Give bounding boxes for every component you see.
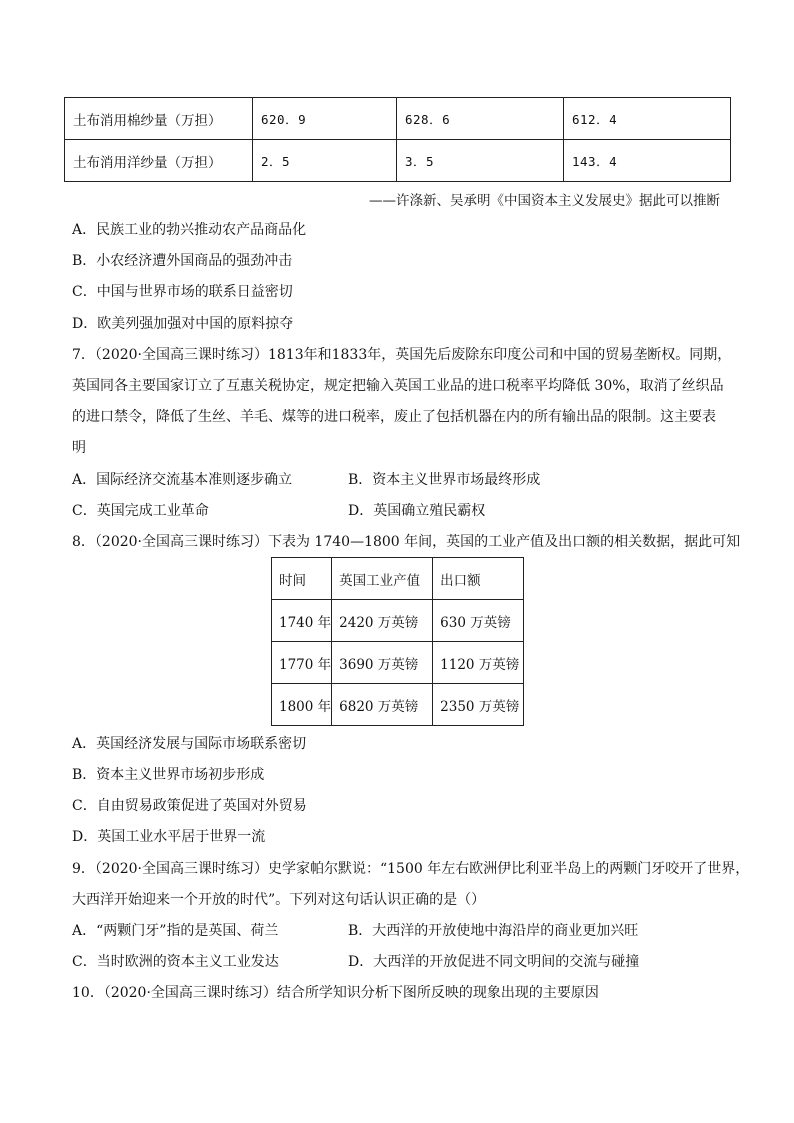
table-row bbox=[272, 684, 524, 726]
table-cell: 土布消用棉纱量（万担） bbox=[65, 98, 253, 140]
q7-stem-line-2: 英国同各主要国家订立了互惠关税协定，规定把输入英国工业品的进口税率平均降低 30%，取消了丝织品 bbox=[72, 378, 724, 394]
table-row bbox=[65, 98, 731, 140]
table-cell: 630 万英镑 bbox=[433, 600, 524, 642]
table-header-row bbox=[272, 558, 524, 600]
table-cell: 2420 万英镑 bbox=[332, 600, 433, 642]
source-citation: ——许涤新、吴承明《中国资本主义发展史》据此可以推断 bbox=[369, 193, 720, 209]
q7-stem-line-1: 7．（2020·全国高三课时练习）1813年和1833年，英国先后废除东印度公司和中国的贸易垄断权。同期， bbox=[72, 347, 732, 363]
yarn-consumption-table bbox=[64, 97, 731, 182]
q9-option-b: B．大西洋的开放使地中海沿岸的商业更加兴旺 bbox=[348, 923, 639, 939]
q9-options-row-1 bbox=[72, 920, 722, 940]
table-cell: 620．9 bbox=[253, 98, 397, 140]
table-row bbox=[272, 642, 524, 684]
table-cell: 143．4 bbox=[564, 140, 731, 182]
q8-stem: 8．（2020·全国高三课时练习）下表为 1740—1800 年间，英国的工业产值及出口额的相关数据，据此可知 bbox=[72, 534, 741, 550]
britain-output-export-table bbox=[271, 557, 524, 726]
table-cell: 1120 万英镑 bbox=[433, 642, 524, 684]
table-cell: 2350 万英镑 bbox=[433, 684, 524, 726]
q6-option-b: B．小农经济遭外国商品的强劲冲击 bbox=[72, 253, 293, 269]
q9-option-d: D．大西洋的开放促进不同文明间的交流与碰撞 bbox=[348, 954, 640, 970]
q9-stem-line-2: 大西洋开始迎来一个开放的时代”。下列对这句话认识正确的是（） bbox=[72, 892, 486, 908]
q10-stem: 10．（2020·全国高三课时练习）结合所学知识分析下图所反映的现象出现的主要原因 bbox=[72, 985, 599, 1001]
column-header: 英国工业产值 bbox=[332, 558, 433, 600]
q9-option-c: C．当时欧洲的资本主义工业发达 bbox=[72, 954, 279, 970]
table-cell: 2．5 bbox=[253, 140, 397, 182]
table-cell: 3690 万英镑 bbox=[332, 642, 433, 684]
q6-option-c: C．中国与世界市场的联系日益密切 bbox=[72, 284, 293, 300]
q7-options-row-2 bbox=[72, 500, 722, 520]
q8-option-a: A．英国经济发展与国际市场联系密切 bbox=[72, 736, 307, 752]
q9-stem-line-1: 9．（2020·全国高三课时练习）史学家帕尔默说：“1500 年左右欧洲伊比利亚半岛上的两颗门牙咬开了世界， bbox=[72, 861, 750, 877]
q6-option-d: D．欧美列强加强对中国的原料掠夺 bbox=[72, 316, 294, 332]
table-cell: 628．6 bbox=[397, 98, 564, 140]
q7-stem-line-4: 明 bbox=[72, 440, 86, 456]
q7-option-b: B．资本主义世界市场最终形成 bbox=[348, 472, 541, 488]
table-cell: 612．4 bbox=[564, 98, 731, 140]
table-cell: 土布消用洋纱量（万担） bbox=[65, 140, 253, 182]
q7-option-d: D．英国确立殖民霸权 bbox=[348, 503, 486, 519]
table-cell: 1770 年 bbox=[272, 642, 332, 684]
table-cell: 1740 年 bbox=[272, 600, 332, 642]
column-header: 时间 bbox=[272, 558, 332, 600]
q7-option-a: A．国际经济交流基本准则逐步确立 bbox=[72, 472, 293, 488]
q8-option-b: B．资本主义世界市场初步形成 bbox=[72, 767, 265, 783]
q7-options-row-1 bbox=[72, 469, 722, 489]
table-row bbox=[65, 140, 731, 182]
q7-stem-line-3: 的进口禁令，降低了生丝、羊毛、煤等的进口税率，废止了包括机器在内的所有输出品的限制。这主要表 bbox=[72, 409, 716, 425]
q6-option-a: A．民族工业的勃兴推动农产品商品化 bbox=[72, 222, 307, 238]
q9-options-row-2 bbox=[72, 951, 722, 971]
table-cell: 3．5 bbox=[397, 140, 564, 182]
column-header: 出口额 bbox=[433, 558, 524, 600]
table-cell: 1800 年 bbox=[272, 684, 332, 726]
table-cell: 6820 万英镑 bbox=[332, 684, 433, 726]
q8-option-d: D．英国工业水平居于世界一流 bbox=[72, 829, 266, 845]
table-row bbox=[272, 600, 524, 642]
q8-option-c: C．自由贸易政策促进了英国对外贸易 bbox=[72, 798, 307, 814]
q7-option-c: C．英国完成工业革命 bbox=[72, 503, 209, 519]
q9-option-a: A．“两颗门牙”指的是英国、荷兰 bbox=[72, 923, 279, 939]
